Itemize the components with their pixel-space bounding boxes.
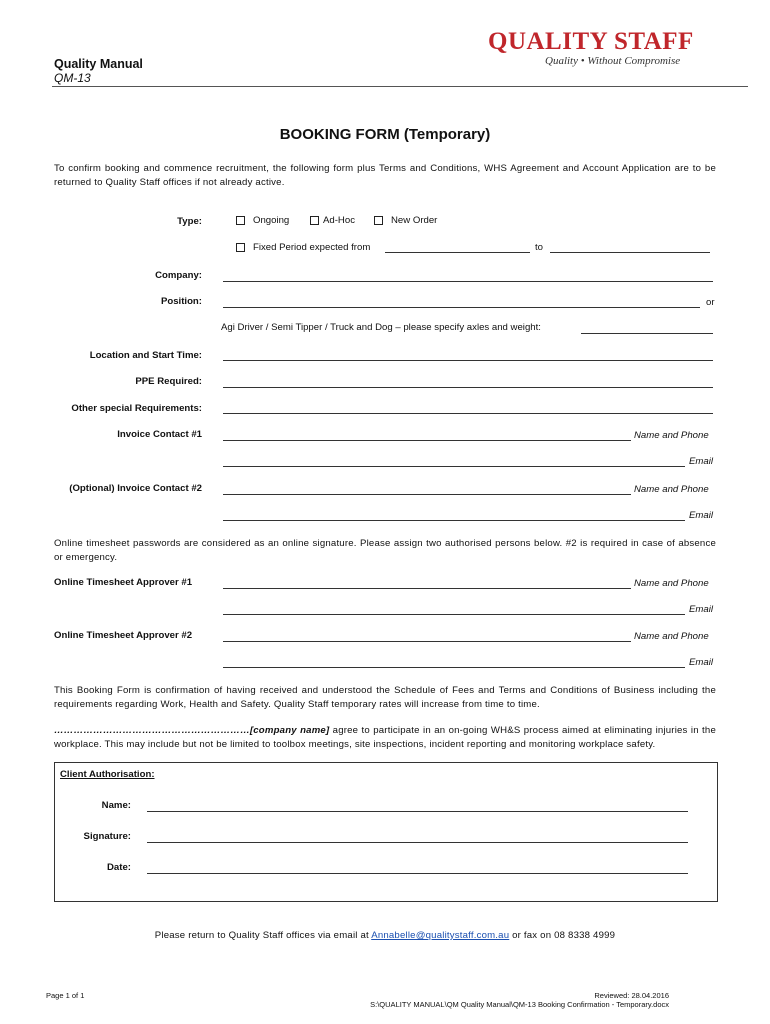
position-or: or xyxy=(706,297,715,308)
type-ongoing-option[interactable] xyxy=(236,215,289,226)
company-name-blank: ……………………………………………………[company name] xyxy=(54,725,330,736)
adhoc-checkbox[interactable] xyxy=(310,216,319,225)
return-instructions xyxy=(0,930,770,941)
approver-1-name-phone-hint: Name and Phone xyxy=(634,578,709,589)
auth-signature-label: Signature: xyxy=(83,831,131,842)
header-divider xyxy=(52,86,748,87)
approver-2-email-hint: Email xyxy=(689,657,713,668)
client-authorisation-box xyxy=(54,762,718,902)
other-requirements-field[interactable] xyxy=(223,413,713,414)
auth-name-field[interactable] xyxy=(147,811,688,812)
type-adhoc-option[interactable] xyxy=(310,215,355,226)
file-path: S:\QUALITY MANUAL\QM Quality Manual\QM-13 Booking Confirmation - Temporary.docx xyxy=(370,1000,669,1009)
invoice-contact-1-label: Invoice Contact #1 xyxy=(117,429,202,440)
return-email-link[interactable]: Annabelle@qualitystaff.com.au xyxy=(371,930,510,941)
type-new-order-option[interactable] xyxy=(374,215,437,226)
approver-2-name-phone-field[interactable] xyxy=(223,641,631,642)
intro-paragraph: To confirm booking and commence recruitment, the following form plus Terms and Conditions, WHS Agreement and Account Application are to be returned to Quality Staff offices if not already active. xyxy=(54,163,716,188)
company-field[interactable] xyxy=(223,281,713,282)
other-requirements-label: Other special Requirements: xyxy=(71,403,202,414)
location-label: Location and Start Time: xyxy=(89,350,202,361)
auth-name-label: Name: xyxy=(101,800,131,811)
axles-weight-field[interactable] xyxy=(581,333,713,334)
position-field[interactable] xyxy=(223,307,700,308)
ongoing-label: Ongoing xyxy=(253,215,290,226)
invoice-2-email-hint: Email xyxy=(689,510,713,521)
invoice-1-email-hint: Email xyxy=(689,456,713,467)
fixed-period-label: Fixed Period expected from xyxy=(253,242,371,253)
company-label: Company: xyxy=(155,270,202,281)
ongoing-checkbox[interactable] xyxy=(236,216,245,225)
form-title: BOOKING FORM (Temporary) xyxy=(279,126,491,143)
approver-1-name-phone-field[interactable] xyxy=(223,588,631,589)
approver-2-name-phone-hint: Name and Phone xyxy=(634,631,709,642)
fixed-period-from-field[interactable] xyxy=(385,252,530,253)
approver-1-email-hint: Email xyxy=(689,604,713,615)
confirmation-paragraph: This Booking Form is confirmation of having received and understood the Schedule of Fees and Terms and Conditions of Business including the requirements regarding Work, Health and Safety. Quality Staff temporary rates will increase from time to time. xyxy=(54,685,716,710)
new-order-label: New Order xyxy=(391,215,438,226)
type-fixed-period-option[interactable] xyxy=(236,242,370,253)
location-field[interactable] xyxy=(223,360,713,361)
approver-1-label: Online Timesheet Approver #1 xyxy=(54,577,193,588)
logo-tagline: Quality • Without Compromise xyxy=(545,55,681,67)
fixed-period-checkbox[interactable] xyxy=(236,243,245,252)
invoice-1-email-field[interactable] xyxy=(223,466,685,467)
manual-title: Quality Manual xyxy=(54,57,143,71)
type-label: Type: xyxy=(177,216,202,227)
auth-date-field[interactable] xyxy=(147,873,688,874)
auth-signature-field[interactable] xyxy=(147,842,688,843)
adhoc-label: Ad-Hoc xyxy=(323,215,355,226)
invoice-1-name-phone-field[interactable] xyxy=(223,440,631,441)
invoice-2-name-phone-field[interactable] xyxy=(223,494,631,495)
agi-driver-note: Agi Driver / Semi Tipper / Truck and Dog – please specify axles and weight: xyxy=(221,322,541,333)
auth-date-label: Date: xyxy=(107,862,131,873)
invoice-1-name-phone-hint: Name and Phone xyxy=(634,430,709,441)
ppe-field[interactable] xyxy=(223,387,713,388)
invoice-2-email-field[interactable] xyxy=(223,520,685,521)
approver-1-email-field[interactable] xyxy=(223,614,685,615)
whs-text: agree to participate in an on-going WH&S process aimed at eliminating injuries in the workplace. This may include but not be limited to toolbox meetings, site inspections, incident reporting and monitoring workplace safety. xyxy=(54,725,716,750)
return-prefix: Please return to Quality Staff offices via email at xyxy=(154,930,372,941)
invoice-contact-2-label: (Optional) Invoice Contact #2 xyxy=(69,483,202,494)
reviewed-date: Reviewed: 28.04.2016 xyxy=(594,991,669,1000)
to-label: to xyxy=(535,242,544,253)
client-authorisation-heading: Client Authorisation: xyxy=(60,769,155,780)
whs-paragraph xyxy=(54,724,716,752)
company-logo: QUALITY STAFF xyxy=(488,28,694,55)
new-order-checkbox[interactable] xyxy=(374,216,383,225)
manual-code: QM-13 xyxy=(54,71,91,85)
timesheet-note: Online timesheet passwords are considered as an online signature. Please assign two authorised persons below. #2 is required in case of absence or emergency. xyxy=(54,538,716,563)
approver-2-label: Online Timesheet Approver #2 xyxy=(54,630,193,641)
page-number: Page 1 of 1 xyxy=(46,991,85,1000)
fixed-period-to-field[interactable] xyxy=(550,252,710,253)
return-suffix: or fax on 08 8338 4999 xyxy=(509,930,616,941)
position-label: Position: xyxy=(160,296,202,307)
ppe-label: PPE Required: xyxy=(135,376,202,387)
invoice-2-name-phone-hint: Name and Phone xyxy=(634,484,709,495)
approver-2-email-field[interactable] xyxy=(223,667,685,668)
